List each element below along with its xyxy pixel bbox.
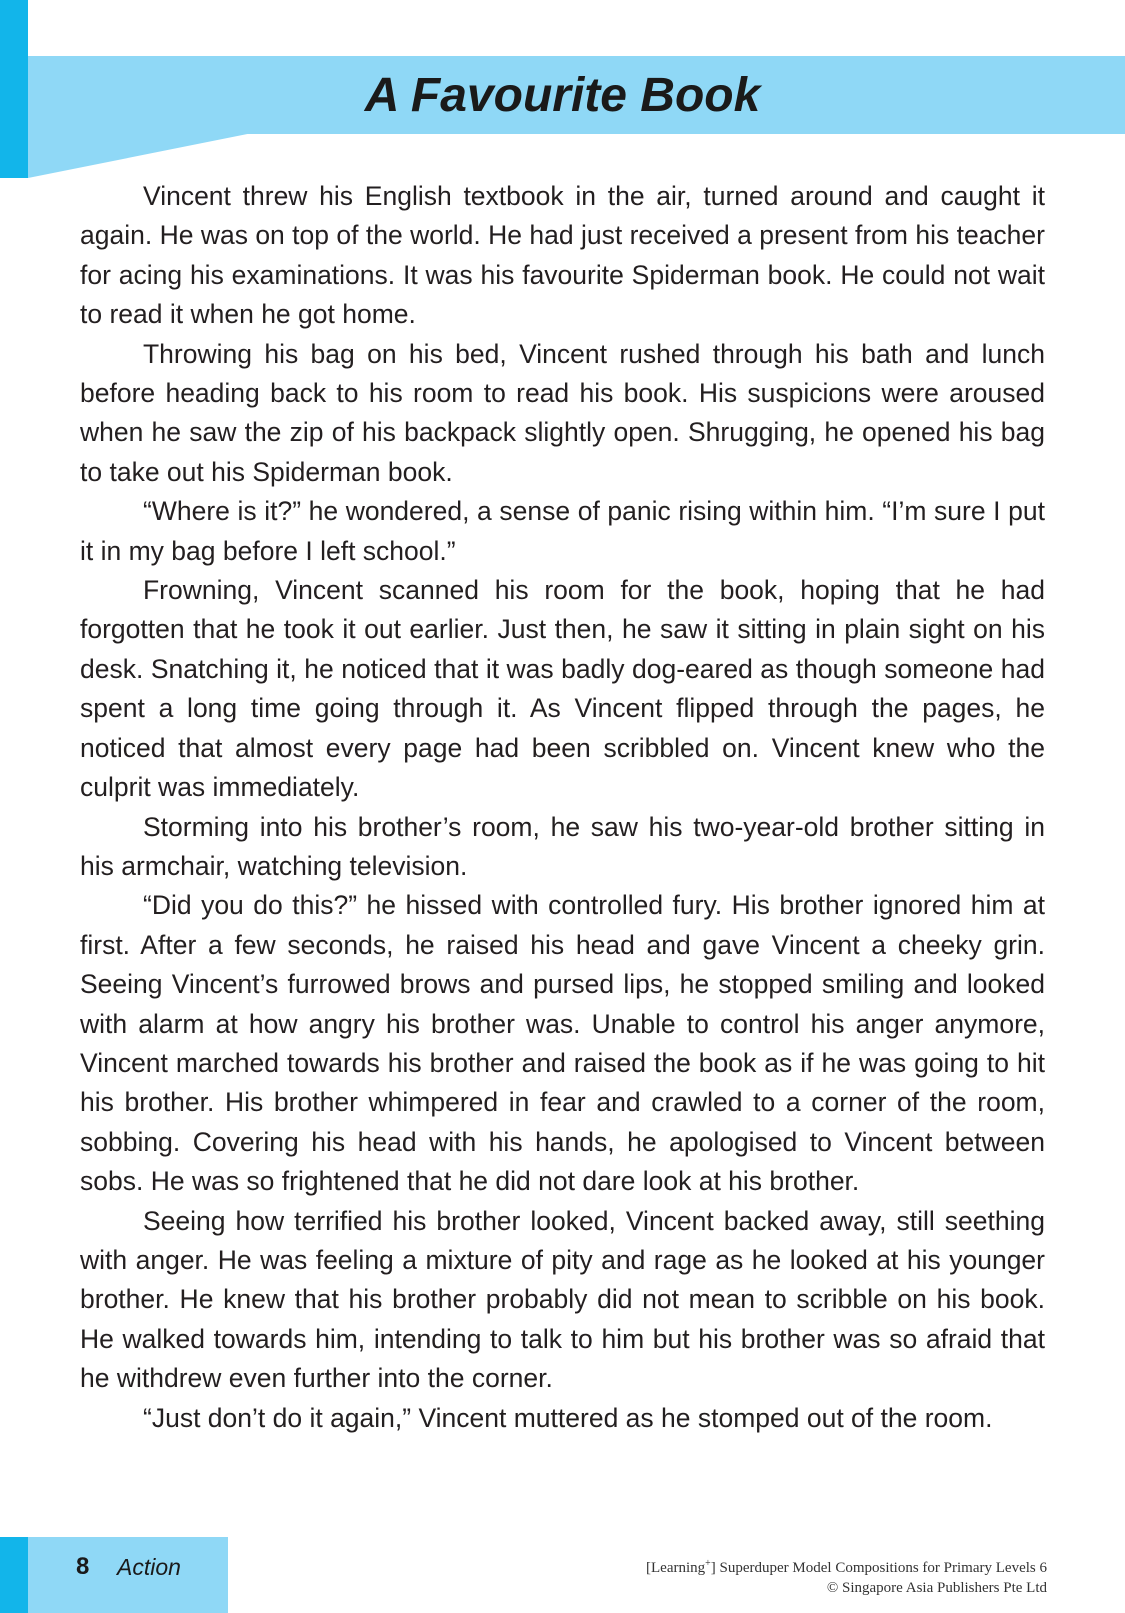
story-paragraph: Throwing his bag on his bed, Vincent rushed through his bath and lunch before heading back to his room to read his book. His suspicions were aroused when he saw the zip of his backpack slightly open. Shrugging, he opened his bag to take out his Spiderman book. xyxy=(80,338,1045,487)
footer-accent xyxy=(0,1537,28,1613)
section-label: Action xyxy=(117,1554,181,1580)
header-white-top xyxy=(210,0,1125,56)
story-paragraph: “Where is it?” he wondered, a sense of panic rising within him. “I’m sure I put it in my bag before I left school.” xyxy=(80,496,1045,566)
story-paragraph: Seeing how terrified his brother looked, Vincent backed away, still seething with anger. He was feeling a mixture of pity and rage as he looked at his younger brother. He knew that his brother probably did not mean to scribble on his book. He walked towards him, intending to talk to him but his brother was so afraid that he withdrew even further into the corner. xyxy=(80,1205,1045,1394)
page-title: A Favourite Book xyxy=(364,69,761,122)
story-paragraph: Frowning, Vincent scanned his room for the book, hoping that he had forgotten that he took it out earlier. Just then, he saw it sitting in plain sight on his desk. Snatching it, he noticed that it was badly dog-eared as though someone had spent a long time going through it. As Vincent flipped through the pages, he noticed that almost every page had been scribbled on. Vincent knew who the culprit was immediately. xyxy=(80,575,1045,803)
credit-line-1: [Learning+] Superduper Model Compositions for Primary Levels 6 xyxy=(646,1558,1047,1576)
credit-line-2: © Singapore Asia Publishers Pte Ltd xyxy=(826,1580,1047,1596)
story-body xyxy=(80,177,1045,1438)
footer-tab xyxy=(0,1537,228,1613)
story-paragraph: Vincent threw his English textbook in the air, turned around and caught it again. He was on top of the world. He had just received a present from his teacher for acing his examinations. It was his favourite Spiderman book. He could not wait to read it when he got home. xyxy=(80,181,1045,330)
story-paragraph: Storming into his brother’s room, he saw his two-year-old brother sitting in his armchair, watching television. xyxy=(80,811,1045,881)
story-paragraph: “Just don’t do it again,” Vincent muttered as he stomped out of the room. xyxy=(143,1402,993,1433)
story-paragraph: “Did you do this?” he hissed with controlled fury. His brother ignored him at first. After a few seconds, he raised his head and gave Vincent a cheeky grin. Seeing Vincent’s furrowed brows and pursed lips, he stopped smiling and looked with alarm at how angry his brother was. Unable to control his anger anymore, Vincent marched towards his brother and raised the book as if he was going to hit his brother. His brother whimpered in fear and crawled to a corner of the room, sobbing. Covering his head with his hands, he apologised to Vincent between sobs. He was so frightened that he did not dare look at his brother. xyxy=(80,890,1045,1197)
page-number: 8 xyxy=(76,1553,90,1580)
header-white-notch xyxy=(28,0,210,56)
publisher-credit xyxy=(646,1554,1047,1598)
